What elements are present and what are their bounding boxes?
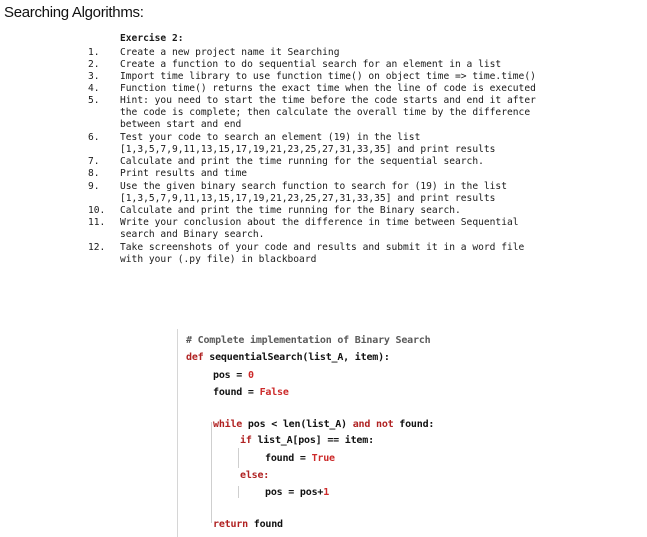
item-text: the code is complete; then calculate the overall time by the difference <box>120 107 531 118</box>
item-text: [1,3,5,7,9,11,13,15,17,19,21,23,25,27,31,33,35] and print results <box>120 193 496 204</box>
item-text: Calculate and print the time running for the sequential search. <box>120 156 484 167</box>
number-literal: 1 <box>323 487 330 498</box>
item-text: Calculate and print the time running for the Binary search. <box>120 205 461 216</box>
item-text: Print results and time <box>120 168 248 179</box>
item-text: Hint: you need to start the time before the code starts and end it after <box>120 95 536 106</box>
keyword-else: else: <box>240 470 270 481</box>
keyword-if: if <box>240 435 252 446</box>
item-text: Use the given binary search function to search for (19) in the list <box>120 181 507 192</box>
indent-guide <box>211 422 212 523</box>
code-text: list_A[pos] == item: <box>251 435 374 446</box>
item-text: search and Binary search. <box>120 229 265 240</box>
keyword-not: not <box>370 419 394 430</box>
item-text: Create a new project name it Searching <box>120 47 340 58</box>
indent-guide <box>238 448 239 468</box>
code-text: found = <box>213 387 260 398</box>
item-number: 11. <box>88 217 106 228</box>
item-text: between start and end <box>120 119 242 130</box>
code-line-if <box>240 435 374 446</box>
code-text: pos < len(list_A) <box>242 419 353 430</box>
item-number: 5. <box>88 95 100 106</box>
code-snippet <box>177 329 478 537</box>
code-line-found-init <box>213 387 289 398</box>
keyword-and: and <box>352 419 371 430</box>
code-line-else <box>240 470 269 481</box>
item-number: 3. <box>88 71 100 82</box>
code-text: pos = pos+ <box>265 487 324 498</box>
item-text: Function time() returns the exact time when the line of code is executed <box>120 83 536 94</box>
code-text: pos = <box>213 370 248 381</box>
code-line-def <box>186 352 390 363</box>
item-text: Create a function to do sequential search for an element in a list <box>120 59 502 70</box>
keyword-def: def <box>186 352 204 363</box>
item-number: 7. <box>88 156 100 167</box>
item-number: 9. <box>88 181 100 192</box>
page-title: Searching Algorithms: <box>4 4 144 21</box>
item-text: with your (.py file) in blackboard <box>120 254 317 265</box>
keyword-while: while <box>213 419 243 430</box>
item-text: Take screenshots of your code and results and submit it in a word file <box>120 242 525 253</box>
item-number: 8. <box>88 168 100 179</box>
item-number: 10. <box>88 205 106 216</box>
indent-guide <box>238 486 239 498</box>
code-text: found <box>247 519 283 530</box>
code-line-found-set <box>265 453 335 464</box>
item-text: Test your code to search an element (19) in the list <box>120 132 421 143</box>
number-literal: 0 <box>247 370 254 381</box>
item-number: 6. <box>88 132 100 143</box>
item-text: [1,3,5,7,9,11,13,15,17,19,21,23,25,27,31,33,35] and print results <box>120 144 496 155</box>
item-text: Write your conclusion about the difference in time between Sequential <box>120 217 519 228</box>
code-line-return <box>213 519 283 530</box>
code-line-pos-init <box>213 370 254 381</box>
item-text: Import time library to use function time() on object time => time.time() <box>120 71 536 82</box>
boolean-literal: False <box>259 387 289 398</box>
exercise-heading: Exercise 2: <box>120 33 184 44</box>
boolean-literal: True <box>311 453 335 464</box>
code-line-pos-inc <box>265 487 329 498</box>
function-signature: sequentialSearch(list_A, item): <box>203 352 390 363</box>
item-number: 1. <box>88 47 100 58</box>
item-number: 4. <box>88 83 100 94</box>
keyword-return: return <box>213 519 248 530</box>
code-comment: # Complete implementation of Binary Search <box>186 335 431 346</box>
code-line-while <box>213 419 434 430</box>
item-number: 12. <box>88 242 106 253</box>
code-text: found: <box>393 419 435 430</box>
item-number: 2. <box>88 59 100 70</box>
code-text: found = <box>265 453 312 464</box>
